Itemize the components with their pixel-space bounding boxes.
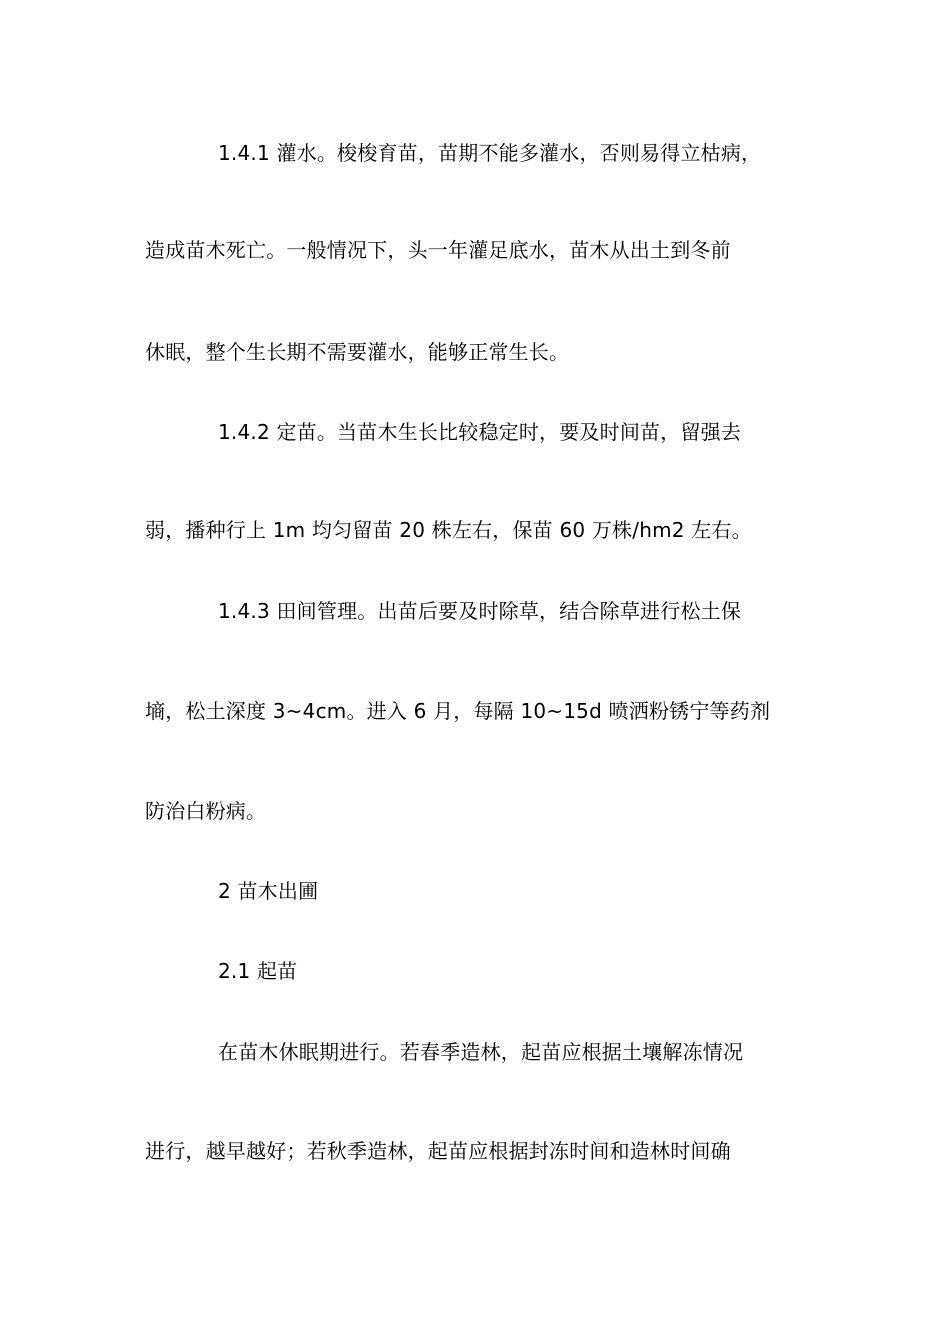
paragraph-2-1-line-2: 进行，越早越好；若秋季造林，起苗应根据封冻时间和造林时间确 [145,1139,731,1163]
section-heading-2-1: 2.1 起苗 [218,959,298,983]
paragraph-1-4-2-line-1: 1.4.2 定苗。当苗木生长比较稳定时，要及时间苗，留强去 [218,420,742,444]
paragraph-1-4-1-line-1: 1.4.1 灌水。梭梭育苗，苗期不能多灌水，否则易得立枯病， [218,141,762,165]
paragraph-1-4-1-line-2: 造成苗木死亡。一般情况下，头一年灌足底水，苗木从出土到冬前 [145,238,731,262]
paragraph-1-4-3-line-2: 墒，松土深度 3~4cm。进入 6 月，每隔 10~15d 喷洒粉锈宁等药剂 [145,699,771,723]
paragraph-1-4-1-line-3: 休眠，整个生长期不需要灌水，能够正常生长。 [145,340,570,364]
paragraph-1-4-3-line-3: 防治白粉病。 [145,799,267,823]
section-heading-2: 2 苗木出圃 [218,879,319,903]
paragraph-1-4-3-line-1: 1.4.3 田间管理。出苗后要及时除草，结合除草进行松土保 [218,599,742,623]
paragraph-2-1-line-1: 在苗木休眠期进行。若春季造林，起苗应根据土壤解冻情况 [218,1040,744,1064]
paragraph-1-4-2-line-2: 弱，播种行上 1m 均匀留苗 20 株左右，保苗 60 万株/hm2 左右。 [145,518,752,542]
